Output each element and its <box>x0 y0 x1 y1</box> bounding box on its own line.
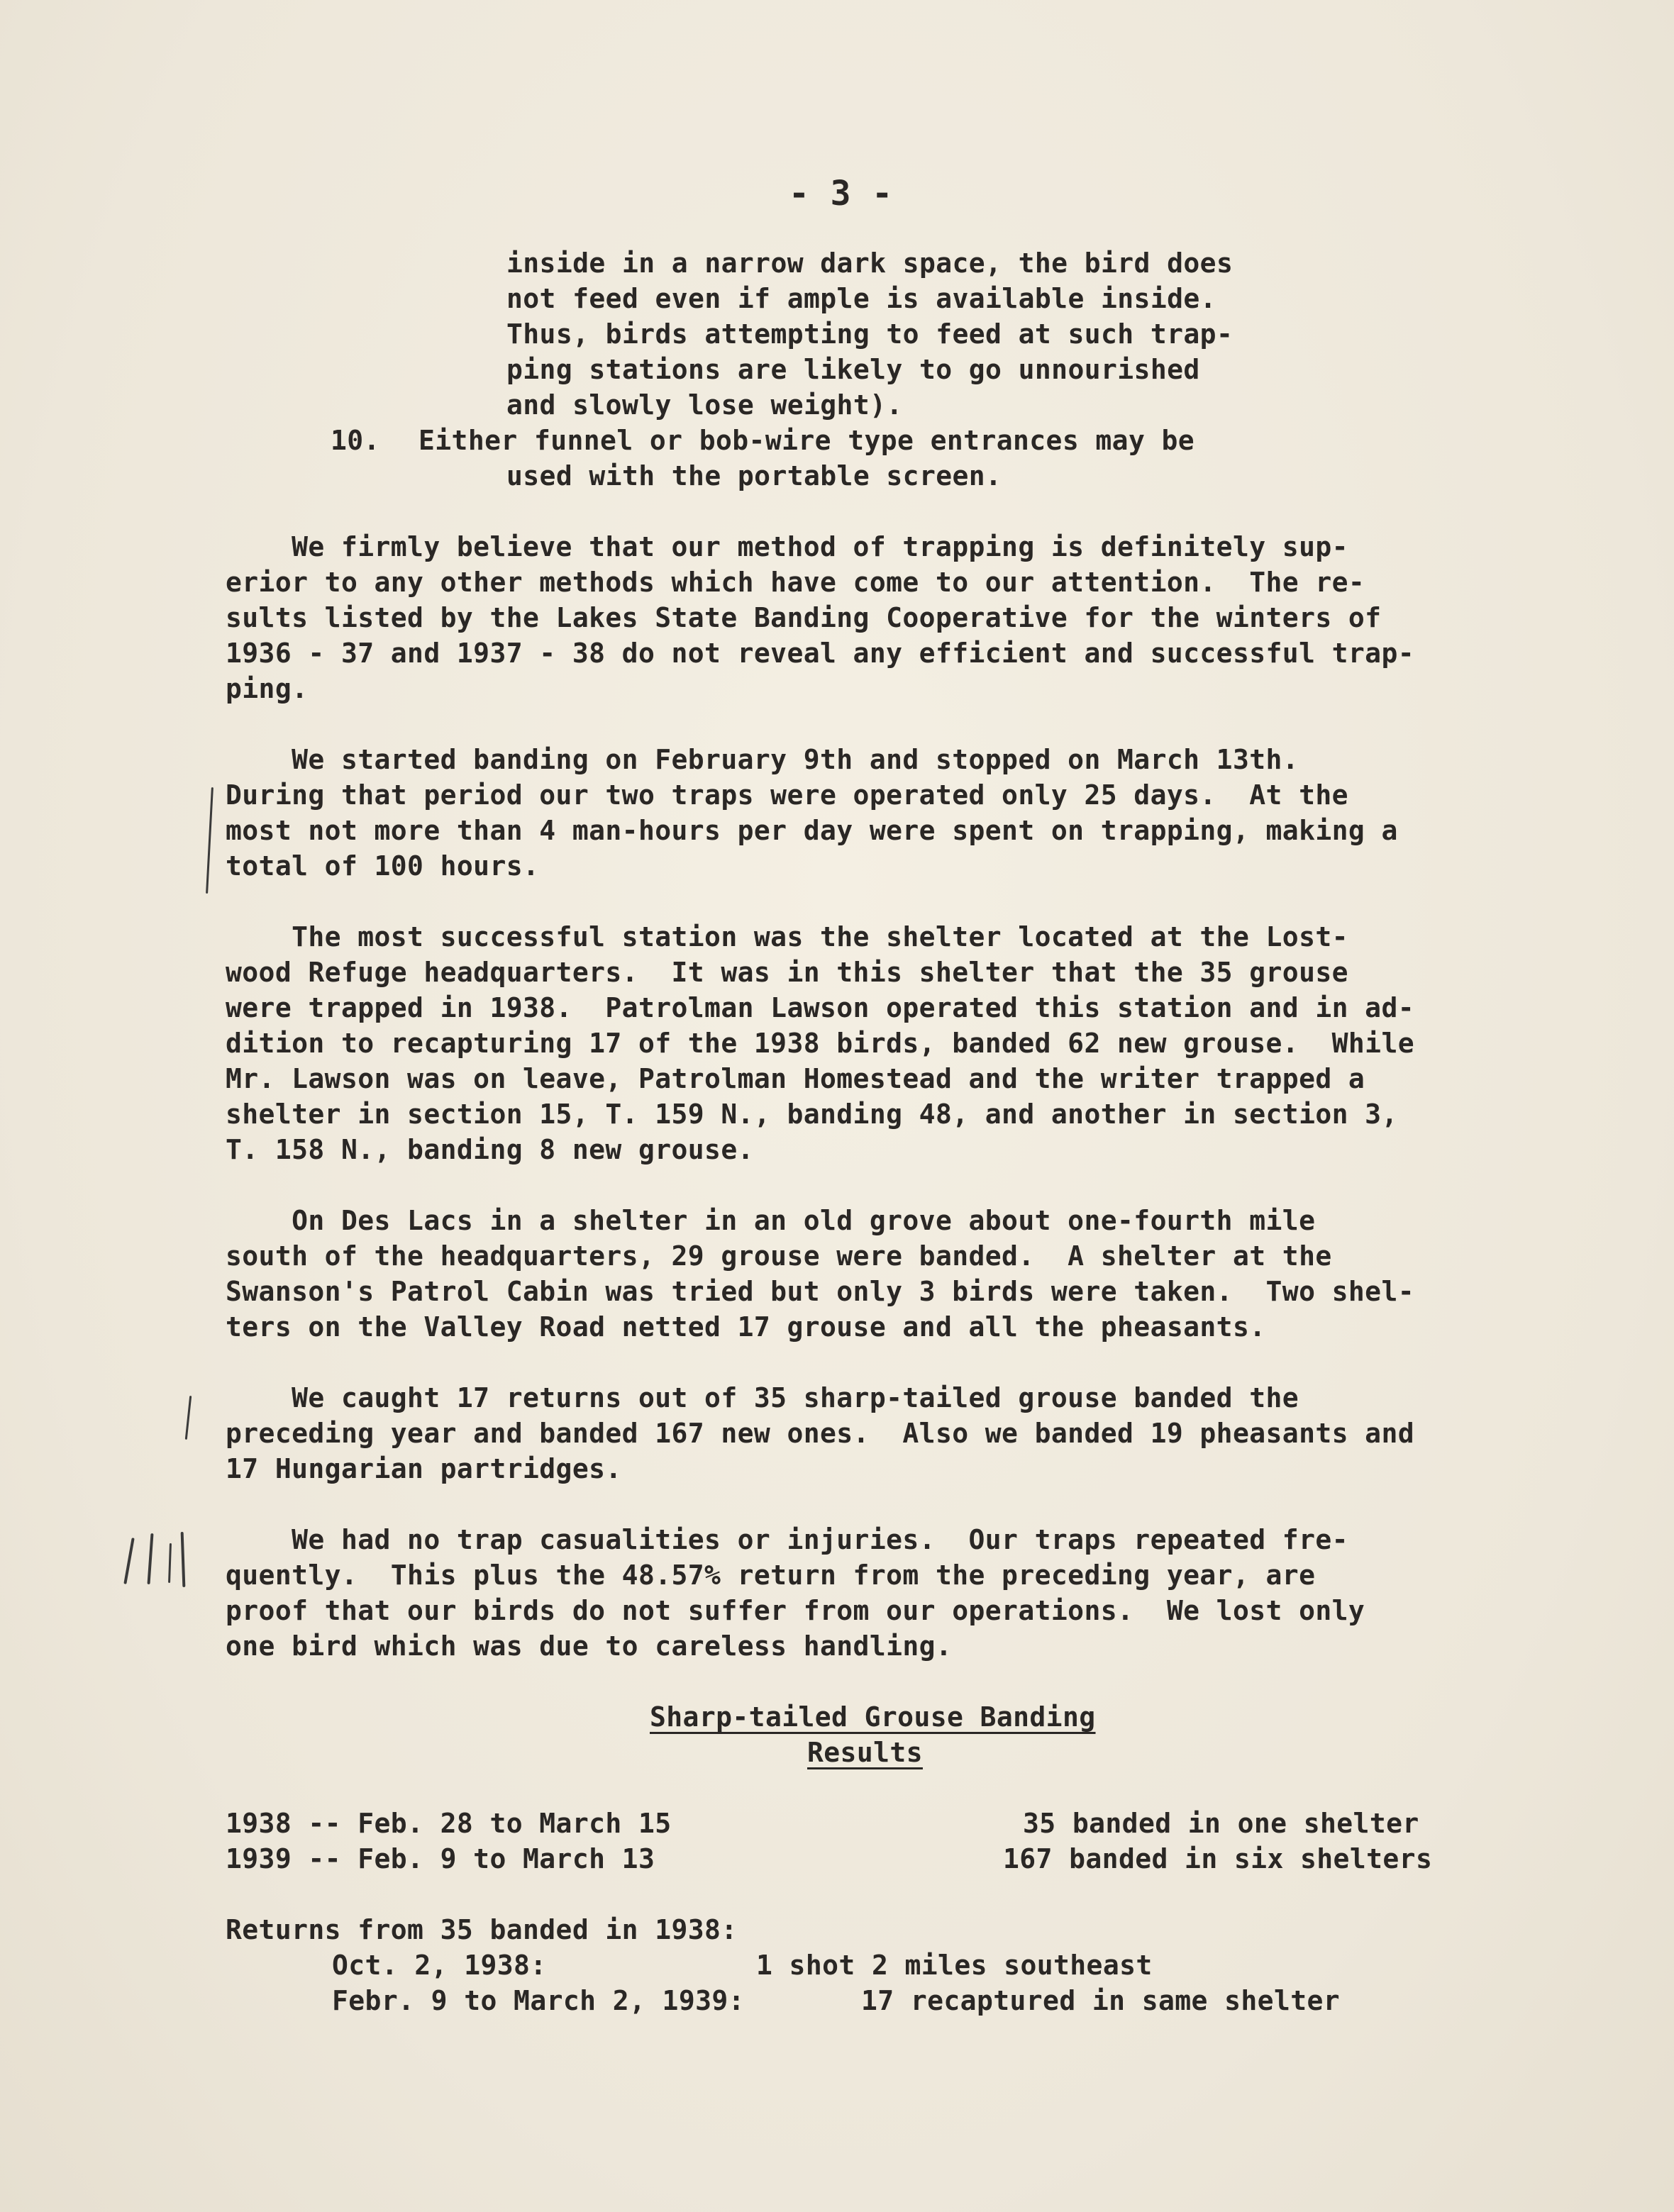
list-item-number: 10. <box>331 425 380 456</box>
section-title: Sharp-tailed Grouse Banding <box>650 1701 1096 1733</box>
results-period: 1938 -- Feb. 28 to March 15 <box>226 1808 672 1839</box>
margin-pencil-mark <box>123 1538 134 1584</box>
text-line: total of 100 hours. <box>226 850 540 882</box>
text-line: T. 158 N., banding 8 new grouse. <box>226 1134 754 1165</box>
returns-heading: Returns from 35 banded in 1938: <box>226 1914 738 1945</box>
text-line: not feed even if ample is available inside. <box>506 283 1216 314</box>
text-line: We firmly believe that our method of trapping is definitely sup- <box>226 531 1348 562</box>
text-line: south of the headquarters, 29 grouse were banded. A shelter at the <box>226 1240 1332 1272</box>
text-line: sults listed by the Lakes State Banding Cooperative for the winters of <box>226 602 1382 633</box>
returns-detail: 1 shot 2 miles southeast <box>756 1950 1153 1981</box>
text-line: Mr. Lawson was on leave, Patrolman Homestead and the writer trapped a <box>226 1063 1365 1094</box>
text-line: On Des Lacs in a shelter in an old grove about one-fourth mile <box>226 1205 1316 1236</box>
text-line: inside in a narrow dark space, the bird does <box>506 248 1234 279</box>
results-outcome: 167 banded in six shelters <box>1003 1843 1433 1874</box>
text-line: We started banding on February 9th and stopped on March 13th. <box>226 744 1299 775</box>
returns-detail: 17 recaptured in same shelter <box>861 1985 1341 2016</box>
page-number: - 3 - <box>789 174 893 213</box>
text-line: most not more than 4 man-hours per day were spent on trapping, making a <box>226 815 1398 846</box>
text-line: and slowly lose weight). <box>506 389 903 421</box>
text-line: 17 Hungarian partridges. <box>226 1453 622 1484</box>
text-line: erior to any other methods which have come to our attention. The re- <box>226 567 1365 598</box>
text-line: shelter in section 15, T. 159 N., banding 48, and another in section 3, <box>226 1099 1398 1130</box>
results-outcome: 35 banded in one shelter <box>1023 1808 1419 1839</box>
text-line: ping stations are likely to go unnourished <box>506 354 1200 385</box>
text-line: wood Refuge headquarters. It was in this shelter that the 35 grouse <box>226 957 1348 988</box>
text-line: During that period our two traps were operated only 25 days. At the <box>226 779 1348 811</box>
text-line: We caught 17 returns out of 35 sharp-tailed grouse banded the <box>226 1382 1299 1413</box>
margin-pencil-mark <box>185 1396 192 1440</box>
margin-pencil-mark <box>206 787 214 894</box>
text-line: proof that our birds do not suffer from our operations. We lost only <box>226 1595 1365 1626</box>
text-line: Either funnel or bob-wire type entrances may be <box>418 425 1195 456</box>
text-line: Swanson's Patrol Cabin was tried but only 3 birds were taken. Two shel- <box>226 1276 1415 1307</box>
text-line: ping. <box>226 673 309 704</box>
margin-pencil-mark <box>147 1533 153 1584</box>
text-line: one bird which was due to careless handling. <box>226 1630 953 1662</box>
text-line: Thus, birds attempting to feed at such trap- <box>506 318 1234 350</box>
text-line: were trapped in 1938. Patrolman Lawson operated this station and in ad- <box>226 992 1415 1023</box>
margin-pencil-mark <box>168 1543 172 1583</box>
results-period: 1939 -- Feb. 9 to March 13 <box>226 1843 655 1874</box>
text-line: We had no trap casualities or injuries. Our traps repeated fre- <box>226 1524 1348 1555</box>
section-subtitle: Results <box>807 1737 923 1768</box>
text-line: dition to recapturing 17 of the 1938 birds, banded 62 new grouse. While <box>226 1028 1415 1059</box>
text-line: quently. This plus the 48.57% return from the preceding year, are <box>226 1560 1316 1591</box>
text-line: The most successful station was the shelter located at the Lost- <box>226 921 1348 952</box>
text-line: ters on the Valley Road netted 17 grouse and all the pheasants. <box>226 1311 1266 1343</box>
text-line: preceding year and banded 167 new ones. Also we banded 19 pheasants and <box>226 1418 1415 1449</box>
returns-date: Oct. 2, 1938: <box>332 1950 547 1981</box>
margin-pencil-mark <box>181 1532 186 1587</box>
text-line: used with the portable screen. <box>506 460 1002 491</box>
text-line: 1936 - 37 and 1937 - 38 do not reveal any efficient and successful trap- <box>226 638 1415 669</box>
returns-date: Febr. 9 to March 2, 1939: <box>332 1985 745 2016</box>
